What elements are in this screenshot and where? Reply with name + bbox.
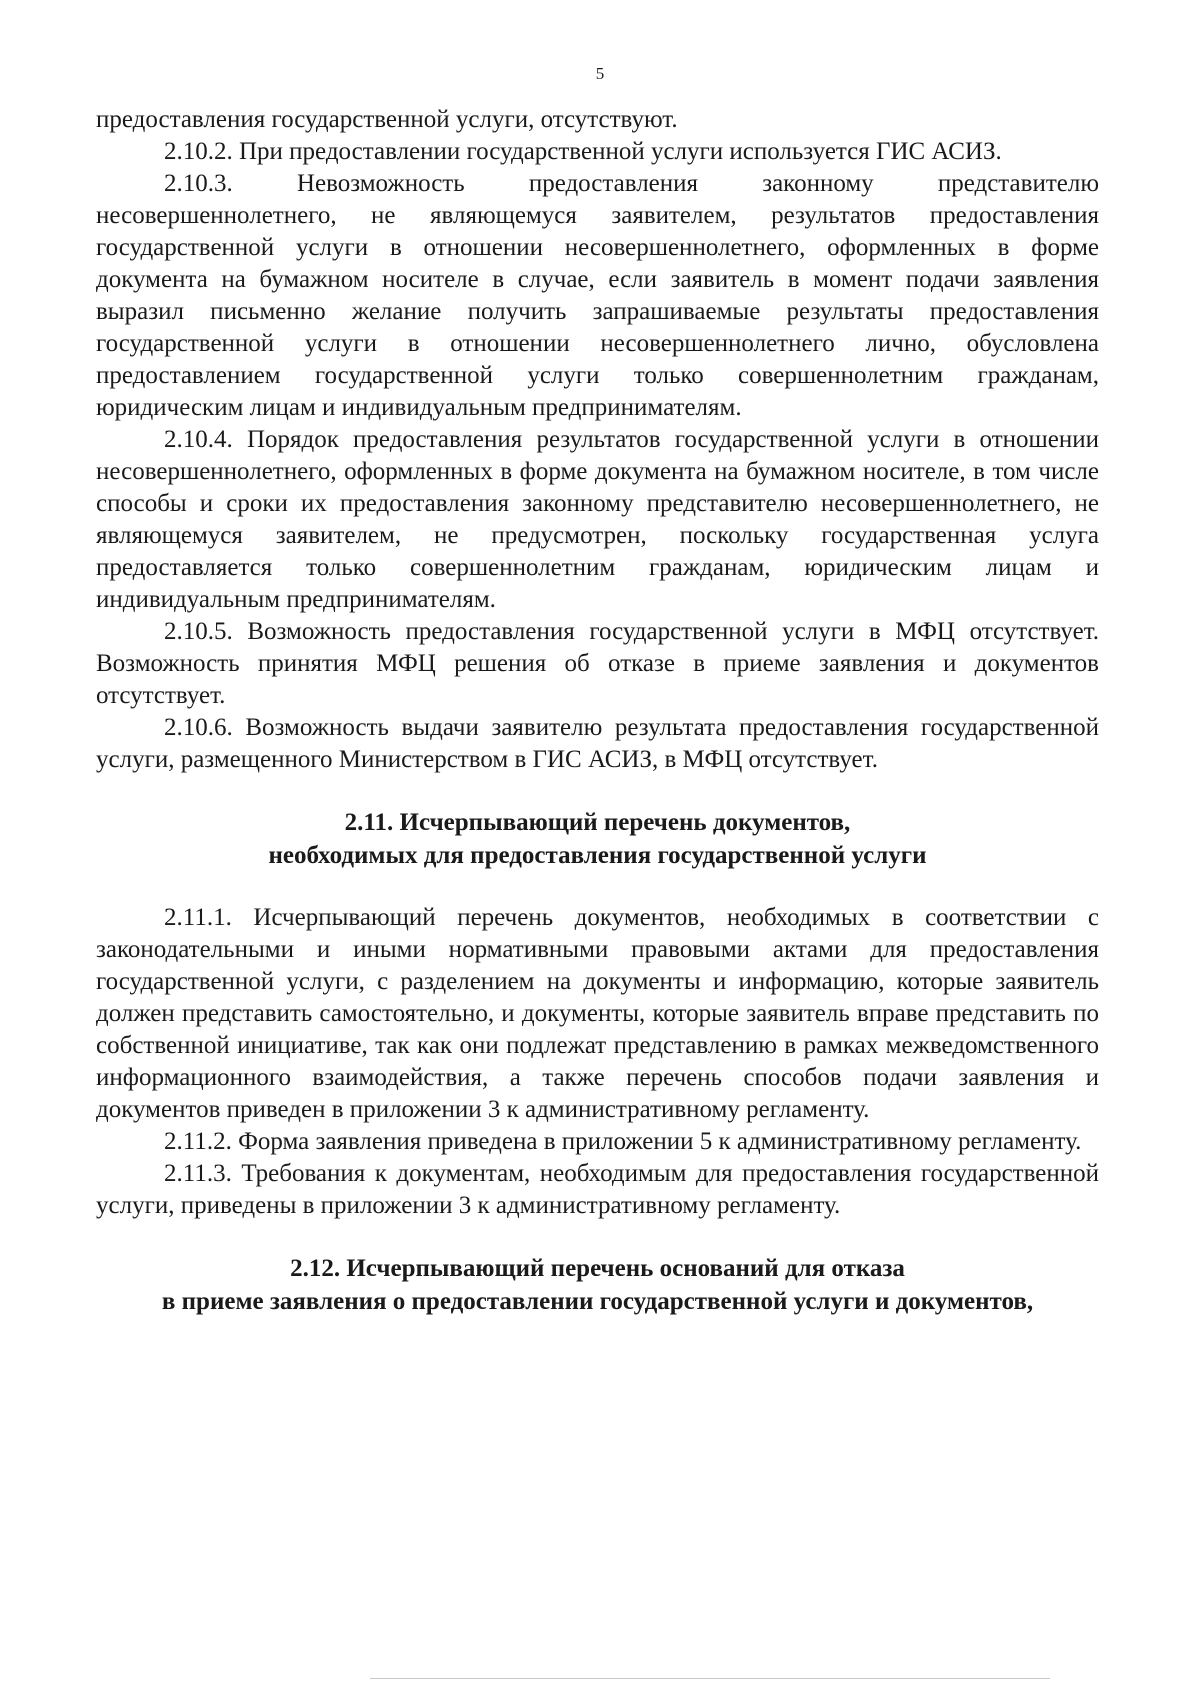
paragraph-2-11-1: 2.11.1. Исчерпывающий перечень документов, необходимых в соответствии с законодательными и иными нормативными правовыми актами для предоставления государственной услуги, с разделением на документы и информацию, которые заявитель должен представить самостоятельно, и документы, которые заявитель вправе представить по собственной инициативе, так как они подлежат представлению в рамках межведомственного информационного взаимодействия, а также перечень способов подачи заявления и документов приведен в приложении 3 к административному регламенту. — [96, 904, 1099, 1123]
paragraph-2-10-6: 2.10.6. Возможность выдачи заявителю результата предоставления государственной услуги, размещенного Министерством в ГИС АСИЗ, в МФЦ отсутствует. — [96, 714, 1099, 773]
section-heading-2-12-line2: в приеме заявления о предоставлении государственной услуги и документов, — [161, 1288, 1034, 1315]
scan-edge-line — [370, 1678, 1050, 1679]
paragraph-2-10-5: 2.10.5. Возможность предоставления государственной услуги в МФЦ отсутствует. Возможность принятия МФЦ решения об отказе в приеме заявления и документов отсутствует. — [96, 618, 1099, 709]
paragraph-2-11-2: 2.11.2. Форма заявления приведена в приложении 5 к административному регламенту. — [164, 1128, 1082, 1155]
page-number: 5 — [595, 64, 605, 83]
document-body — [96, 104, 1099, 1318]
section-heading-2-12-line1: 2.12. Исчерпывающий перечень оснований для отказа — [290, 1255, 905, 1282]
section-heading-2-11 — [96, 806, 1099, 872]
paragraph-2-10-2: 2.10.2. При предоставлении государственной услуги используется ГИС АСИЗ. — [164, 138, 1002, 165]
section-heading-2-11-line2: необходимых для предоставления государственной услуги — [268, 842, 927, 869]
paragraph-2-10-4: 2.10.4. Порядок предоставления результатов государственной услуги в отношении несовершеннолетнего, оформленных в форме документа на бумажном носителе, в том числе способы и сроки их предоставления законному представителю несовершеннолетнего, не являющемуся заявителем, не предусмотрен, поскольку государственная услуга предоставляется только совершеннолетним гражданам, юридическим лицам и индивидуальным предпринимателям. — [96, 426, 1099, 613]
paragraph-2-10-3: 2.10.3. Невозможность предоставления законному представителю несовершеннолетнего, не являющемуся заявителем, результатов предоставления государственной услуги в отношении несовершеннолетнего, оформленных в форме документа на бумажном носителе в случае, если заявитель в момент подачи заявления выразил письменно желание получить запрашиваемые результаты предоставления государственной услуги в отношении несовершеннолетнего лично, обусловлена предоставлением государственной услуги только совершеннолетним гражданам, юридическим лицам и индивидуальным предпринимателям. — [96, 170, 1099, 421]
paragraph-continuation: предоставления государственной услуги, отсутствуют. — [96, 106, 678, 133]
spacer — [96, 872, 1099, 902]
paragraph-2-11-3: 2.11.3. Требования к документам, необходимым для предоставления государственной услуги, приведены в приложении 3 к административному регламенту. — [96, 1160, 1099, 1219]
section-heading-2-11-line1: 2.11. Исчерпывающий перечень документов, — [344, 809, 851, 836]
section-heading-2-12 — [96, 1252, 1099, 1318]
